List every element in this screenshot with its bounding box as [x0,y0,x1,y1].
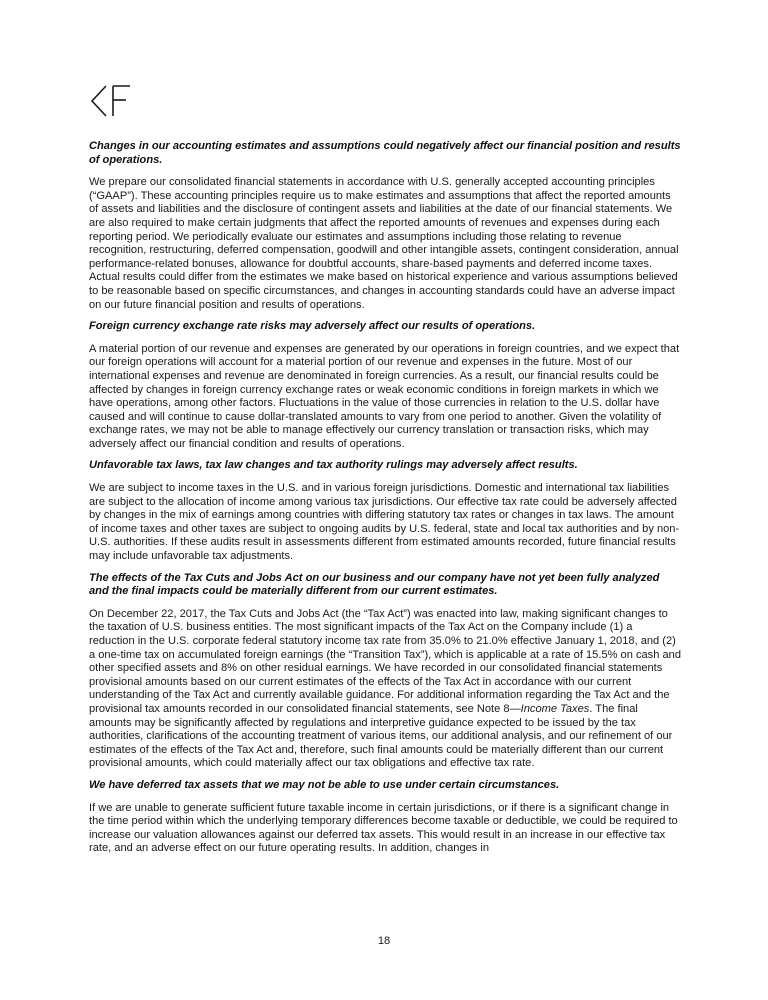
paragraph-text: We prepare our consolidated financial statements in accordance with U.S. generally accepted accounting principles (“GAAP”). These accounting principles require us to make estimates and assumptions that affect the reported amounts of assets and liabilities and the disclosure of contingent assets and liabilities at the date of our financial statements. We are also required to make certain judgments that affect the reported amounts of revenues and expenses during each reporting period. We periodically evaluate our estimates and assumptions including those relating to revenue recognition, restructuring, deferred compensation, goodwill and other intangible assets, contingent consideration, annual performance-related bonuses, allowance for doubtful accounts, share-based payments and deferred income taxes. Actual results could differ from the estimates we make based on historical experience and various assumptions believed to be reasonable based on specific circumstances, and changes in accounting standards could have an adverse impact on our future financial position and results of operations. [89,176,679,311]
section-paragraph [89,343,681,452]
paragraph-text: A material portion of our revenue and expenses are generated by our operations in foreign countries, and we expect that our foreign operations will account for a material portion of our revenue and expenses in the future. Most of our international expenses and revenue are denominated in foreign currencies. As a result, our financial results could be affected by changes in foreign currency exchange rates or weak economic conditions in foreign markets in which we have operations, among other factors. Fluctuations in the value of those currencies in relation to the U.S. dollar have caused and will continue to cause dollar-translated amounts to vary from one period to another. Given the volatility of exchange rates, we may not be able to manage effectively our currency translation or transaction risks, which may adversely affect our financial condition and results of operations. [89,342,680,450]
section-paragraph [89,176,681,312]
document-body [89,140,681,864]
paragraph-emphasis: Income Taxes [520,702,590,715]
kf-logo-icon [88,84,136,118]
paragraph-text: If we are unable to generate sufficient future taxable income in certain jurisdictions, or if there is a significant change in the time period within which the underlying temporary differences become taxable or deductible, we could be required to increase our valuation allowances against our deferred tax assets. This would result in an increase in our effective tax rate, and an adverse effect on our future operating results. In addition, changes in [89,801,678,855]
section-heading: Changes in our accounting estimates and assumptions could negatively affect our financial position and results of operations. [89,140,681,166]
section-heading: We have deferred tax assets that we may not be able to use under certain circumstances. [89,778,560,791]
paragraph-text: We are subject to income taxes in the U.S. and in various foreign jurisdictions. Domestic and international tax liabilities are subject to the allocation of income among various tax jurisdictions. Our effective tax rate could be adversely affected by changes in the mix of earnings among countries with differing statutory tax rates or changes in tax laws. The amount of income taxes and other taxes are subject to ongoing audits by U.S. federal, state and local tax authorities and by non-U.S. authorities. If these audits result in assessments different from estimated amounts recorded, future financial results may include unfavorable tax adjustments. [89,482,680,563]
section-paragraph [89,608,681,771]
section-heading: Foreign currency exchange rate risks may adversely affect our results of operations. [89,320,536,333]
section-paragraph [89,802,681,856]
section-heading: The effects of the Tax Cuts and Jobs Act on our business and our company have not yet been fully analyzed and the final impacts could be materially different from our current estimates. [89,571,660,598]
paragraph-text: On December 22, 2017, the Tax Cuts and Jobs Act (the “Tax Act”) was enacted into law, making significant changes to the taxation of U.S. business entities. The most significant impacts of the Tax Act on the Company include (1) a reduction in the U.S. corporate federal statutory income tax rate from 35.0% to 21.0% effective January 1, 2018, and (2) a one-time tax on accumulated foreign earnings (the “Transition Tax”), which is applicable at a rate of 15.5% on cash and other specified assets and 8% on other residual earnings. We have recorded in our consolidated financial statements provisional amounts based on our current estimates of the effects of the Tax Act in accordance with our current understanding of the Tax Act and currently available guidance. For additional information regarding the Tax Act and the provisional tax amounts recorded in our consolidated financial statements, see Note 8— [89,607,681,715]
section-heading: Unfavorable tax laws, tax law changes and tax authority rulings may adversely affect results. [89,459,578,472]
paragraph-text: . The final amounts may be significantly affected by regulations and interpretive guidance expected to be issued by the tax authorities, clarifications of the accounting treatment of various items, our additional analysis, and our refinement of our estimates of the effects of the Tax Act and, therefore, such final amounts could be materially different than our current provisional amounts, which could materially affect our tax obligations and effective tax rate. [89,702,673,770]
section-paragraph [89,482,681,564]
page-number: 18 [377,935,391,947]
